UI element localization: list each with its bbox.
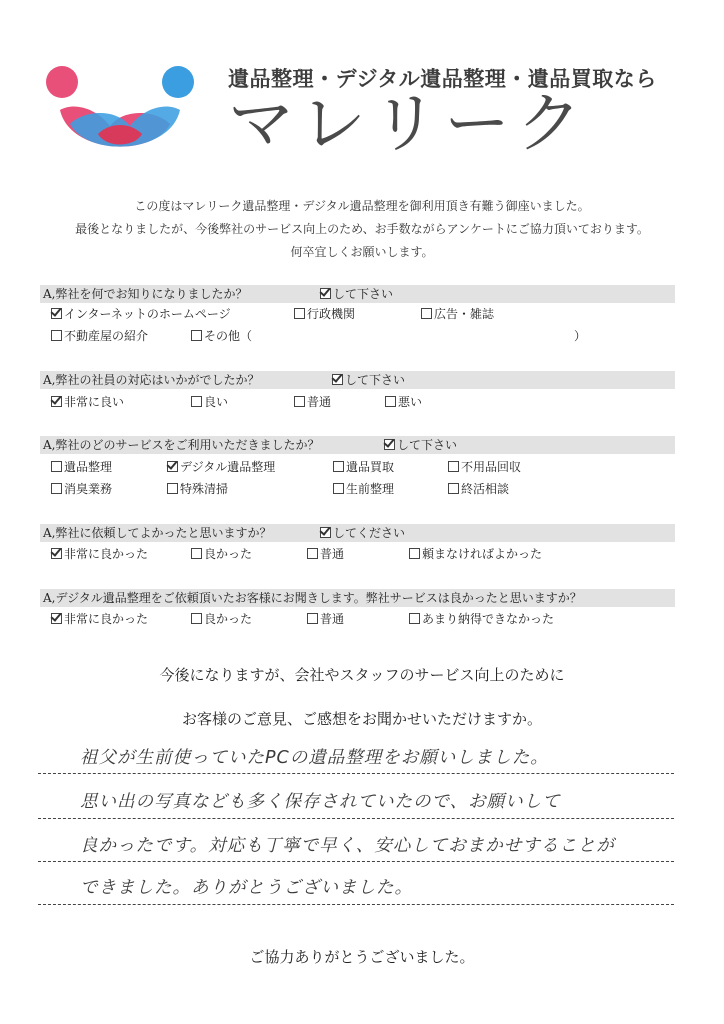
q2-option-bad[interactable]: 悪い: [385, 394, 422, 410]
q3-option-buyback[interactable]: 遺品買取: [333, 459, 394, 475]
checkbox-icon[interactable]: [51, 308, 62, 319]
q1-option-other-close: ）: [574, 329, 587, 343]
checkbox-icon[interactable]: [307, 613, 318, 624]
q4-option-normal[interactable]: 普通: [307, 546, 344, 562]
checkbox-icon[interactable]: [333, 483, 344, 494]
marelique-logo: [40, 62, 200, 162]
hint-check-icon: [332, 374, 343, 385]
q4-option-should-not[interactable]: 頼まなければよかった: [409, 546, 542, 562]
q1-option-other[interactable]: その他（: [191, 328, 252, 344]
question-1-band: [40, 285, 675, 303]
q3-option-living-cleanup[interactable]: 生前整理: [333, 481, 394, 497]
checkbox-icon[interactable]: [409, 613, 420, 624]
question-3-text: A,弊社のどのサービスをご利用いただきましたか？: [43, 438, 320, 452]
q3-option-junk[interactable]: 不用品回収: [448, 459, 521, 475]
question-1-hint: して下さい: [320, 286, 393, 302]
q3-option-deodorize[interactable]: 消臭業務: [51, 481, 112, 497]
brand-name: マレリーク: [228, 85, 588, 162]
q1-option-realestate[interactable]: 不動産屋の紹介: [51, 328, 148, 344]
checkbox-icon[interactable]: [333, 461, 344, 472]
q1-option-ads[interactable]: 広告・雑誌: [421, 306, 494, 322]
question-2-hint: して下さい: [332, 372, 405, 388]
checkbox-icon[interactable]: [191, 330, 202, 341]
checkbox-icon[interactable]: [294, 396, 305, 407]
checkbox-icon[interactable]: [409, 548, 420, 559]
q2-option-normal[interactable]: 普通: [294, 394, 331, 410]
checkbox-icon[interactable]: [51, 396, 62, 407]
question-5-band: [40, 589, 675, 607]
tagline: 遺品整理・デジタル遺品整理・遺品買取なら: [228, 67, 657, 91]
comment-prompt-1: 今後になりますが、会社やスタッフのサービス向上のために: [159, 666, 565, 684]
question-2-text: A,弊社の社員の対応はいかがでしたか？: [43, 373, 260, 387]
question-2-band: [40, 371, 675, 389]
comment-rule: [38, 773, 674, 774]
question-3-hint: して下さい: [384, 437, 457, 453]
checkbox-icon[interactable]: [51, 548, 62, 559]
comment-line-4: できました。ありがとうございました。: [80, 878, 413, 898]
intro-line-1: この度はマレリーク遺品整理・デジタル遺品整理を御利用頂き有難う御座いました。: [134, 199, 590, 213]
intro-line-3: 何卒宜しくお願いします。: [290, 245, 434, 259]
checkbox-icon[interactable]: [167, 483, 178, 494]
intro-line-2: 最後となりましたが、今後弊社のサービス向上のため、お手数ながらアンケートにご協力頂いております。: [75, 222, 649, 236]
question-4-band: [40, 524, 675, 542]
checkbox-icon[interactable]: [51, 461, 62, 472]
checkbox-icon[interactable]: [191, 613, 202, 624]
checkbox-icon[interactable]: [294, 308, 305, 319]
closing-message: ご協力ありがとうございました。: [249, 948, 475, 966]
q2-option-good[interactable]: 良い: [191, 394, 228, 410]
q1-option-government[interactable]: 行政機関: [294, 306, 355, 322]
checkbox-icon[interactable]: [167, 461, 178, 472]
checkbox-icon[interactable]: [51, 483, 62, 494]
comment-rule: [38, 818, 674, 819]
q5-option-good[interactable]: 良かった: [191, 611, 252, 627]
q5-option-normal[interactable]: 普通: [307, 611, 344, 627]
hint-check-icon: [384, 439, 395, 450]
question-3-band: [40, 436, 675, 454]
q3-option-estate[interactable]: 遺品整理: [51, 459, 112, 475]
question-5-text: A,デジタル遺品整理をご依頼頂いたお客様にお聞きします。弊社サービスは良かったと思いますか？: [43, 591, 582, 605]
q2-option-very-good[interactable]: 非常に良い: [51, 394, 124, 410]
q3-option-end-of-life[interactable]: 終活相談: [448, 481, 509, 497]
hint-check-icon: [320, 527, 331, 538]
comment-line-2: 思い出の写真なども多く保存されていたので、お願いして: [80, 792, 561, 812]
checkbox-icon[interactable]: [421, 308, 432, 319]
checkbox-icon[interactable]: [191, 548, 202, 559]
comment-rule: [38, 904, 674, 905]
comment-prompt-2: お客様のご意見、ご感想をお聞かせいただけますか。: [181, 710, 542, 728]
checkbox-icon[interactable]: [448, 461, 459, 472]
checkbox-icon[interactable]: [307, 548, 318, 559]
comment-line-3: 良かったです。対応も丁寧で早く、安心しておまかせすることが: [80, 836, 615, 856]
checkbox-icon[interactable]: [385, 396, 396, 407]
logo-blue-dot: [162, 66, 194, 98]
comment-line-1: 祖父が生前使っていたPCの遺品整理をお願いしました。: [80, 748, 549, 768]
checkbox-icon[interactable]: [51, 330, 62, 341]
question-1-text: A,弊社を何でお知りになりましたか？: [43, 287, 248, 301]
q5-option-very-good[interactable]: 非常に良かった: [51, 611, 148, 627]
checkbox-icon[interactable]: [448, 483, 459, 494]
q3-option-special-cleaning[interactable]: 特殊清掃: [167, 481, 228, 497]
q4-option-very-good[interactable]: 非常に良かった: [51, 546, 148, 562]
checkbox-icon[interactable]: [51, 613, 62, 624]
q1-option-internet[interactable]: インターネットのホームページ: [51, 306, 231, 322]
question-4-text: A,弊社に依頼してよかったと思いますか？: [43, 526, 272, 540]
question-4-hint: してください: [320, 525, 405, 541]
hint-check-icon: [320, 288, 331, 299]
logo-pink-dot: [46, 66, 78, 98]
q4-option-good[interactable]: 良かった: [191, 546, 252, 562]
q3-option-digital-estate[interactable]: デジタル遺品整理: [167, 459, 275, 475]
comment-rule: [38, 861, 674, 862]
q5-option-not-satisfied[interactable]: あまり納得できなかった: [409, 611, 554, 627]
checkbox-icon[interactable]: [191, 396, 202, 407]
